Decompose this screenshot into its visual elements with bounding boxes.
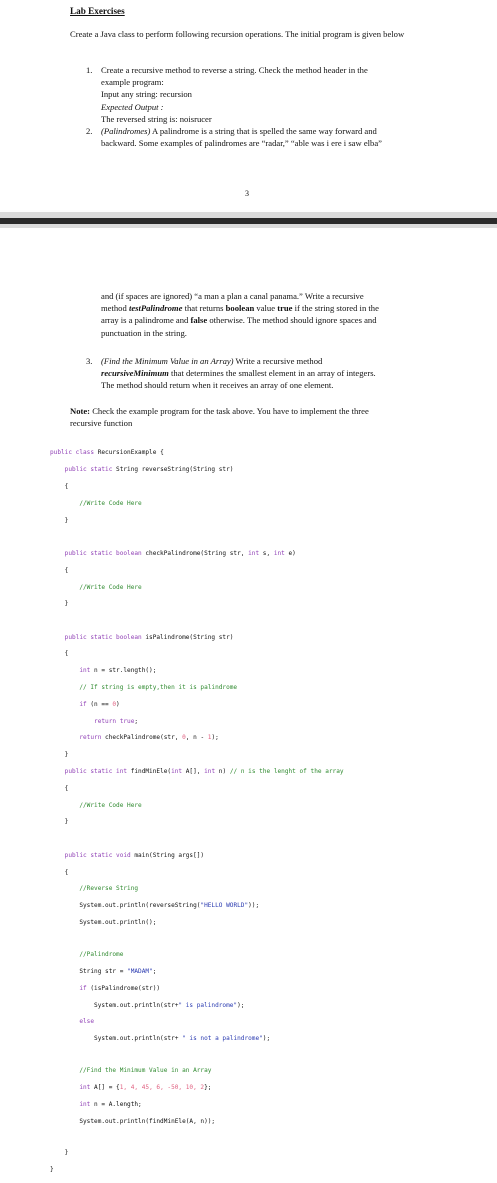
code-token: checkPalindrome(str, — [101, 734, 183, 742]
code-token: if — [50, 984, 87, 992]
code-number: 0 — [112, 700, 117, 708]
method-name: testPalindrome — [128, 303, 183, 314]
code-line — [50, 802, 344, 810]
code-line — [50, 701, 344, 709]
exercise-1-input: Input any string: recursion — [101, 89, 192, 100]
code-comment: //Write Code Here — [50, 583, 142, 591]
exercise-3-name: (Find the Minimum Value in an Array) — [101, 356, 234, 366]
code-token: System.out.println(); — [50, 918, 157, 926]
code-token: ); — [237, 1001, 245, 1009]
code-token: { — [50, 784, 69, 792]
code-listing — [50, 441, 344, 1183]
code-line — [50, 1084, 344, 1092]
code-line — [50, 768, 344, 776]
exercise-2 — [101, 125, 441, 149]
code-line — [50, 919, 344, 927]
code-token: else — [50, 1018, 95, 1026]
code-comment: //Palindrome — [50, 951, 124, 959]
code-line — [50, 1135, 344, 1141]
code-token: ; — [152, 967, 157, 975]
code-comment: // n is the lenght of the array — [229, 768, 344, 776]
exercise-1-line: Create a recursive method to reverse a string. Check the method header in the — [101, 65, 368, 75]
text-run: value — [254, 303, 278, 314]
method-name: recursiveMinimum — [101, 368, 169, 379]
exercise-2-cont-line: and (if spaces are ignored) “a man a plan a canal panama.” Write a recursive — [101, 291, 364, 301]
text-run: if the string stored in the — [292, 303, 379, 314]
code-line — [50, 550, 344, 558]
code-token: return — [50, 734, 102, 742]
code-line — [50, 936, 344, 943]
code-line — [50, 1067, 344, 1075]
code-comment: //Reverse String — [50, 885, 139, 893]
code-token: return true — [50, 717, 135, 725]
code-line — [50, 835, 344, 843]
exercise-3-number: 3. — [86, 356, 93, 366]
note-text: recursive function — [70, 418, 133, 429]
code-token: n) — [215, 768, 230, 776]
exercise-3-line: The method should return when it receives an array of one element. — [101, 380, 334, 391]
text-run: array is a palindrome and — [101, 315, 191, 326]
code-line — [50, 567, 344, 575]
code-token: n = str.length(); — [90, 667, 157, 675]
code-token: ; — [134, 717, 139, 725]
code-token: System.out.println(findMinEle(A, n)); — [50, 1117, 216, 1125]
code-token: ); — [262, 1035, 271, 1043]
code-line — [50, 718, 344, 726]
code-line — [50, 584, 344, 592]
code-token: String str = — [50, 967, 128, 975]
exercise-1-number: 1. — [86, 65, 93, 75]
exercise-1-output: The reversed string is: noisrucer — [101, 113, 212, 124]
code-line — [50, 885, 344, 893]
code-token: } — [50, 1149, 69, 1157]
code-token: if — [50, 700, 87, 708]
code-line — [50, 1166, 344, 1174]
code-token: String reverseString(String str) — [112, 466, 234, 474]
text-run: otherwise. The method should ignore spaces and — [207, 315, 377, 326]
code-token: int — [204, 768, 216, 776]
code-line — [50, 1035, 344, 1043]
page-gap-bottom — [0, 224, 497, 228]
code-token: }; — [204, 1084, 212, 1092]
code-token: public static void — [50, 851, 131, 859]
exercise-1-line: example program: — [101, 77, 164, 88]
exercise-3 — [101, 355, 441, 392]
note-text: Check the example program for the task above. You have to implement the three — [90, 406, 369, 416]
code-token: } — [50, 751, 69, 759]
code-comment: // If string is empty,then it is palindrome — [50, 683, 238, 691]
code-line — [50, 650, 344, 658]
code-token: int — [248, 549, 260, 557]
code-line — [50, 600, 344, 608]
code-token: isPalindrome(String str) — [141, 633, 234, 641]
code-token: int — [171, 768, 183, 776]
note — [70, 405, 440, 429]
code-token: } — [50, 818, 69, 826]
code-token: public static int — [50, 768, 128, 776]
code-line — [50, 1118, 344, 1126]
code-token: e) — [284, 549, 296, 557]
code-token: { — [50, 650, 69, 658]
code-token: System.out.println(str+ — [50, 1001, 179, 1009]
code-line — [50, 985, 344, 993]
code-token: } — [50, 600, 69, 608]
code-line — [50, 483, 344, 491]
code-number: 0 — [182, 734, 186, 742]
exercise-1-expected-label: Expected Output : — [101, 101, 164, 112]
code-token: public static boolean — [50, 549, 142, 557]
code-token: int — [50, 667, 91, 675]
code-token: findMinEle( — [127, 768, 172, 776]
exercise-1 — [101, 64, 431, 125]
code-token: (n == — [86, 700, 113, 708]
code-string: "HELLO WORLD" — [200, 902, 249, 910]
code-line — [50, 466, 344, 474]
code-token: main(String args[]) — [130, 851, 205, 859]
code-comment: //Write Code Here — [50, 499, 142, 507]
code-token: public class — [50, 449, 95, 457]
code-string: " is palindrome" — [178, 1001, 238, 1009]
code-line — [50, 667, 344, 675]
code-token: } — [50, 1165, 54, 1173]
exercise-2-text: A palindrome is a string that is spelled the same way forward and — [150, 126, 377, 136]
code-line — [50, 517, 344, 525]
code-token: )); — [248, 902, 260, 910]
code-line — [50, 684, 344, 692]
code-line — [50, 1052, 344, 1059]
code-line — [50, 968, 344, 976]
code-line — [50, 902, 344, 910]
code-token: public static — [50, 466, 113, 474]
note-label: Note: — [70, 406, 91, 416]
keyword-text: boolean — [225, 303, 255, 314]
code-token: s, — [259, 549, 274, 557]
code-line — [50, 634, 344, 642]
code-line — [50, 869, 344, 877]
code-token: System.out.println(reverseString( — [50, 902, 201, 910]
code-token: int — [50, 1084, 91, 1092]
code-string: " is not a palindrome" — [182, 1035, 263, 1043]
code-comment: //Write Code Here — [50, 801, 142, 809]
code-line — [50, 951, 344, 959]
code-line — [50, 751, 344, 759]
intro-paragraph: Create a Java class to perform following recursion operations. The initial program is given below — [70, 29, 405, 39]
code-line — [50, 617, 344, 625]
code-line — [50, 449, 344, 457]
page-title: Lab Exercises — [70, 6, 125, 16]
code-line — [50, 500, 344, 508]
text-run: method — [101, 303, 129, 314]
code-line — [50, 734, 344, 742]
exercise-2-line: backward. Some examples of palindromes are “radar,” “able was i ere i saw elba” — [101, 138, 382, 149]
code-token: RecursionExample { — [94, 449, 164, 457]
text-run: that returns — [182, 303, 226, 314]
code-line — [50, 1149, 344, 1157]
code-line — [50, 785, 344, 793]
code-token: A[], — [182, 768, 205, 776]
code-line — [50, 1101, 344, 1109]
code-number: 1, 4, 45, 6, -50, 10, 2 — [119, 1084, 205, 1092]
code-token: ) — [116, 700, 120, 708]
code-token: checkPalindrome(String str, — [141, 549, 249, 557]
exercise-2-cont-line: punctuation in the string. — [101, 327, 187, 338]
text-run: that determines the smallest element in an array of integers. — [168, 368, 376, 379]
code-token: A[] = { — [90, 1084, 120, 1092]
keyword-text: false — [190, 315, 208, 326]
code-line — [50, 852, 344, 860]
code-token: { — [50, 566, 69, 574]
code-line — [50, 1002, 344, 1010]
code-token: { — [50, 868, 69, 876]
keyword-text: true — [277, 303, 293, 314]
code-line — [50, 533, 344, 541]
code-line — [50, 818, 344, 826]
code-comment: //Find the Minimum Value in an Array — [50, 1067, 212, 1075]
code-token: } — [50, 516, 69, 524]
code-token: n = A.length; — [90, 1101, 142, 1109]
code-token: , n - — [185, 734, 208, 742]
exercise-2-continued — [101, 290, 441, 339]
code-line — [50, 1018, 344, 1026]
code-token: (isPalindrome(str)) — [86, 984, 161, 992]
code-token: public static boolean — [50, 633, 142, 641]
code-number: 1 — [207, 734, 212, 742]
exercise-2-number: 2. — [86, 126, 93, 136]
page-number: 3 — [245, 189, 249, 198]
exercise-2-name: (Palindromes) — [101, 126, 151, 136]
code-token: int — [273, 549, 285, 557]
text-run: Write a recursive method — [233, 356, 323, 366]
code-token: ); — [211, 734, 219, 742]
code-token: int — [50, 1101, 91, 1109]
code-token: System.out.println(str+ — [50, 1035, 183, 1043]
code-token: { — [50, 483, 69, 491]
code-string: "MADAM" — [127, 967, 153, 975]
